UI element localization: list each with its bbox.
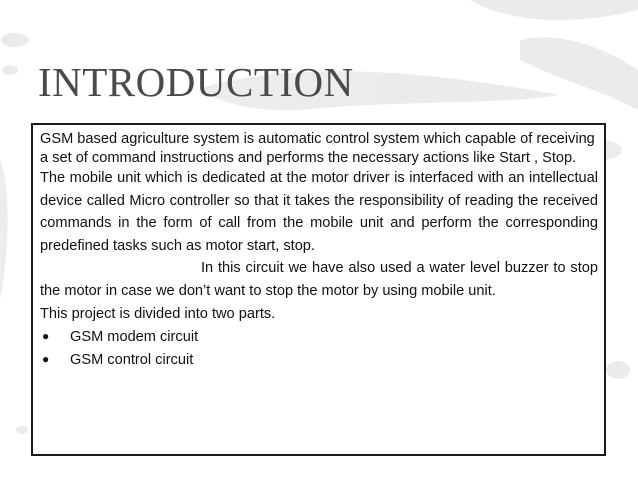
slide-title: INTRODUCTION — [38, 59, 354, 105]
buzzer-paragraph: In this circuit we have also used a water level buzzer to stop the motor in case we don’t want to stop the motor by using mobile unit. — [40, 260, 598, 299]
parts-list — [40, 325, 598, 371]
list-item — [42, 325, 598, 348]
list-item-label: GSM modem circuit — [70, 329, 199, 346]
bullet-icon: ● — [42, 329, 50, 344]
intro-paragraph: GSM based agriculture system is automatic control system which capable of receiving a set of command instructions and performs the necessary actions like Start , Stop. — [40, 131, 595, 166]
bullet-icon: ● — [42, 352, 50, 367]
parts-paragraph: This project is divided into two parts. — [40, 305, 276, 322]
content-box — [31, 123, 606, 456]
mobile-unit-paragraph: The mobile unit which is dedicated at the motor driver is interfaced with an intellectual device called Micro controller so that it takes the responsibility of reading the received commands in the form of call from the mobile unit and perform the corresponding predefined tasks such as motor start, stop. — [40, 170, 598, 254]
list-item — [42, 348, 598, 371]
list-item-label: GSM control circuit — [70, 352, 194, 369]
